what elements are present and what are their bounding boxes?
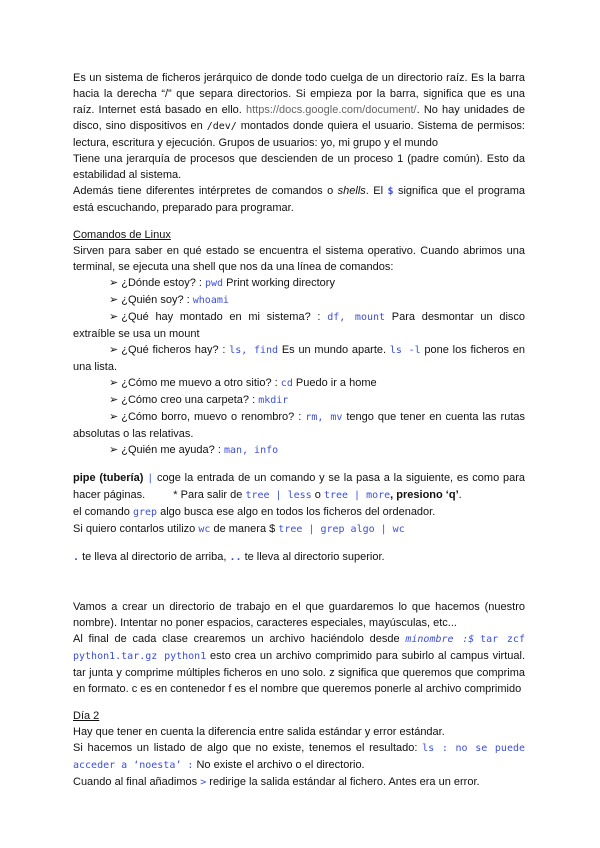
intro-text-b: . No hay unidades de disco, sino dispositivos en bbox=[73, 104, 525, 132]
comandos-intro: Sirven para saber en qué estado se encuentra el sistema operativo. Cuando abrimos una terminal, se ejecuta una shell que nos da una línea de comandos: bbox=[73, 245, 525, 273]
grep-text-b: algo busca ese algo en todos los ficheros del ordenador. bbox=[160, 506, 436, 518]
item-question: ¿Quién soy? : bbox=[121, 294, 190, 306]
grep-command: grep bbox=[132, 507, 158, 518]
dia2-p3-a: Cuando al final añadimos bbox=[73, 776, 198, 788]
arrow-bullet-icon: ➢ bbox=[109, 294, 119, 306]
item-desc: Es un mundo aparte. bbox=[281, 344, 387, 356]
pipe-press-q: , presiono ‘q’ bbox=[390, 489, 459, 501]
pipe-symbol: | bbox=[147, 473, 154, 484]
list-item bbox=[73, 275, 525, 292]
item-command: man, info bbox=[223, 445, 279, 456]
item-desc: Print working directory bbox=[226, 277, 335, 289]
trabajo-paragraph-1: Vamos a crear un directorio de trabajo en el que guardaremos lo que hacemos (nuestro nombre). Intentar no poner espacios, caracteres especiales, mayúsculas, etc... bbox=[73, 601, 525, 629]
item-desc: Para desmontar un disco extraíble se usa un mount bbox=[73, 311, 526, 340]
list-item bbox=[73, 292, 525, 309]
intro-p3-c: significa que el programa está escuchando, preparado para programar. bbox=[73, 185, 525, 214]
item-question: ¿Qué hay montado en mi sistema? : bbox=[121, 311, 321, 323]
intro-p3-b: . El bbox=[365, 185, 384, 197]
dot-symbol: . bbox=[73, 552, 80, 563]
wc-paragraph bbox=[73, 521, 525, 538]
item-command-2: ls -l bbox=[389, 345, 421, 356]
dotdot-symbol: .. bbox=[229, 552, 242, 563]
item-command: cd bbox=[280, 378, 293, 389]
intro-paragraph-1 bbox=[73, 70, 525, 151]
arrow-bullet-icon: ➢ bbox=[109, 277, 119, 289]
list-item bbox=[73, 409, 525, 442]
item-command: df, mount bbox=[327, 312, 386, 323]
item-question: ¿Cómo borro, muevo o renombro? : bbox=[121, 411, 302, 423]
dev-path: /dev/ bbox=[206, 121, 237, 132]
trabajo-text-b: esto crea un archivo comprimido para subirlo al campus virtual. tar junta y comprime múltiples ficheros en uno solo. z significa que queremos que comprima en formato. c es en contenedor f es el nombre que queremos ponerle al archivo comprimido bbox=[73, 650, 526, 695]
item-command: mkdir bbox=[258, 395, 289, 406]
dir-paragraph bbox=[73, 549, 525, 566]
item-command: rm, mv bbox=[305, 412, 343, 423]
item-command: whoami bbox=[192, 295, 229, 306]
item-command: ls, find bbox=[229, 345, 279, 356]
dia2-text-a: Si hacemos un listado de algo que no existe, tenemos el resultado: bbox=[73, 742, 418, 754]
intro-paragraph-3 bbox=[73, 183, 525, 216]
item-question: ¿Cómo creo una carpeta? : bbox=[121, 394, 256, 406]
wc-text-a: Si quiero contarlos utilizo bbox=[73, 523, 196, 535]
arrow-bullet-icon: ➢ bbox=[109, 444, 119, 456]
list-item bbox=[73, 442, 525, 459]
pipe-cmd-less: tree | less bbox=[245, 490, 312, 501]
dia2-p3-b: redirige la salida estándar al fichero. Antes era un error. bbox=[209, 776, 480, 788]
item-question: ¿Dónde estoy? : bbox=[121, 277, 202, 289]
dollar-symbol: $ bbox=[387, 186, 394, 197]
item-command: pwd bbox=[205, 278, 224, 289]
arrow-bullet-icon: ➢ bbox=[109, 411, 119, 423]
intro-paragraph-2: Tiene una jerarquía de procesos que descienden de un proceso 1 (padre común). Esto da estabilidad al sistema. bbox=[73, 153, 525, 181]
intro-text-a: Es un sistema de ficheros jerárquico de donde todo cuelga de un directorio raíz. Es la barra hacia la derecha “/” que separa directorios. Si empieza por la barra, significa que es una raíz. Internet está basado en ello. bbox=[73, 72, 525, 116]
wc-command-full: tree | grep algo | wc bbox=[278, 524, 405, 535]
item-desc: tengo que tener en cuenta las rutas absolutas o las relativas. bbox=[73, 411, 525, 440]
pipe-paragraph bbox=[73, 470, 525, 504]
trabajo-paragraph-2 bbox=[73, 631, 525, 697]
intro-text-c: montados donde quiera el usuario. Sistema de permisos: lectura, escritura y ejecución. Grupos de usuarios: yo, mi grupo y el mundo bbox=[73, 120, 525, 149]
arrow-bullet-icon: ➢ bbox=[109, 344, 119, 356]
tar-command: tar zcf python1.tar.gz python1 bbox=[73, 634, 525, 662]
pipe-dot: . bbox=[458, 489, 462, 501]
grep-text-a: el comando bbox=[73, 506, 130, 518]
pipe-note: * Para salir de bbox=[173, 489, 243, 501]
docs-url-link[interactable]: https://docs.google.com/document/ bbox=[245, 104, 417, 116]
ls-error-output: ls : no se puede acceder a ‘noesta’ : bbox=[73, 743, 525, 771]
pipe-text: coge la entrada de un comando y se la pasa a la siguiente, es como para hacer páginas. bbox=[73, 472, 525, 501]
pipe-or: o bbox=[314, 489, 321, 501]
arrow-bullet-icon: ➢ bbox=[109, 394, 119, 406]
shells-term: shells bbox=[337, 185, 366, 197]
dia2-heading: Día 2 bbox=[73, 710, 100, 722]
list-item bbox=[73, 375, 525, 392]
item-desc-2: pone los ficheros en una lista. bbox=[73, 344, 525, 373]
dia2-paragraph-1: Hay que tener en cuenta la diferencia entre salida estándar y error estándar. bbox=[73, 726, 445, 738]
list-item bbox=[73, 309, 525, 342]
dia2-paragraph-2 bbox=[73, 740, 525, 774]
list-item bbox=[73, 392, 525, 409]
pipe-cmd-more: tree | more bbox=[323, 490, 391, 501]
arrow-bullet-icon: ➢ bbox=[109, 311, 119, 323]
dia2-text-b: No existe el archivo o el directorio. bbox=[196, 759, 365, 771]
intro-p3-a: Además tiene diferentes intérpretes de comandos o bbox=[73, 185, 334, 197]
item-question: ¿Qué ficheros hay? : bbox=[121, 344, 226, 356]
pipe-label: pipe (tubería) bbox=[73, 472, 144, 484]
trabajo-text-a: Al final de cada clase crearemos un archivo haciéndolo desde bbox=[73, 633, 400, 645]
dir-text-b: te lleva al directorio superior. bbox=[244, 551, 385, 563]
redirect-symbol: > bbox=[200, 777, 207, 788]
dia2-paragraph-3 bbox=[73, 774, 525, 791]
wc-text-b: de manera $ bbox=[213, 523, 276, 535]
shell-prompt: minombre :$ bbox=[405, 634, 475, 645]
comandos-heading: Comandos de Linux bbox=[73, 229, 171, 241]
list-item bbox=[73, 342, 525, 375]
item-question: ¿Quién me ayuda? : bbox=[121, 444, 221, 456]
item-desc: Puedo ir a home bbox=[295, 377, 377, 389]
item-question: ¿Cómo me muevo a otro sitio? : bbox=[121, 377, 278, 389]
wc-command: wc bbox=[198, 524, 211, 535]
document-page bbox=[73, 70, 525, 791]
dir-text-a: te lleva al directorio de arriba, bbox=[82, 551, 227, 563]
arrow-bullet-icon: ➢ bbox=[109, 377, 119, 389]
grep-paragraph bbox=[73, 504, 525, 521]
